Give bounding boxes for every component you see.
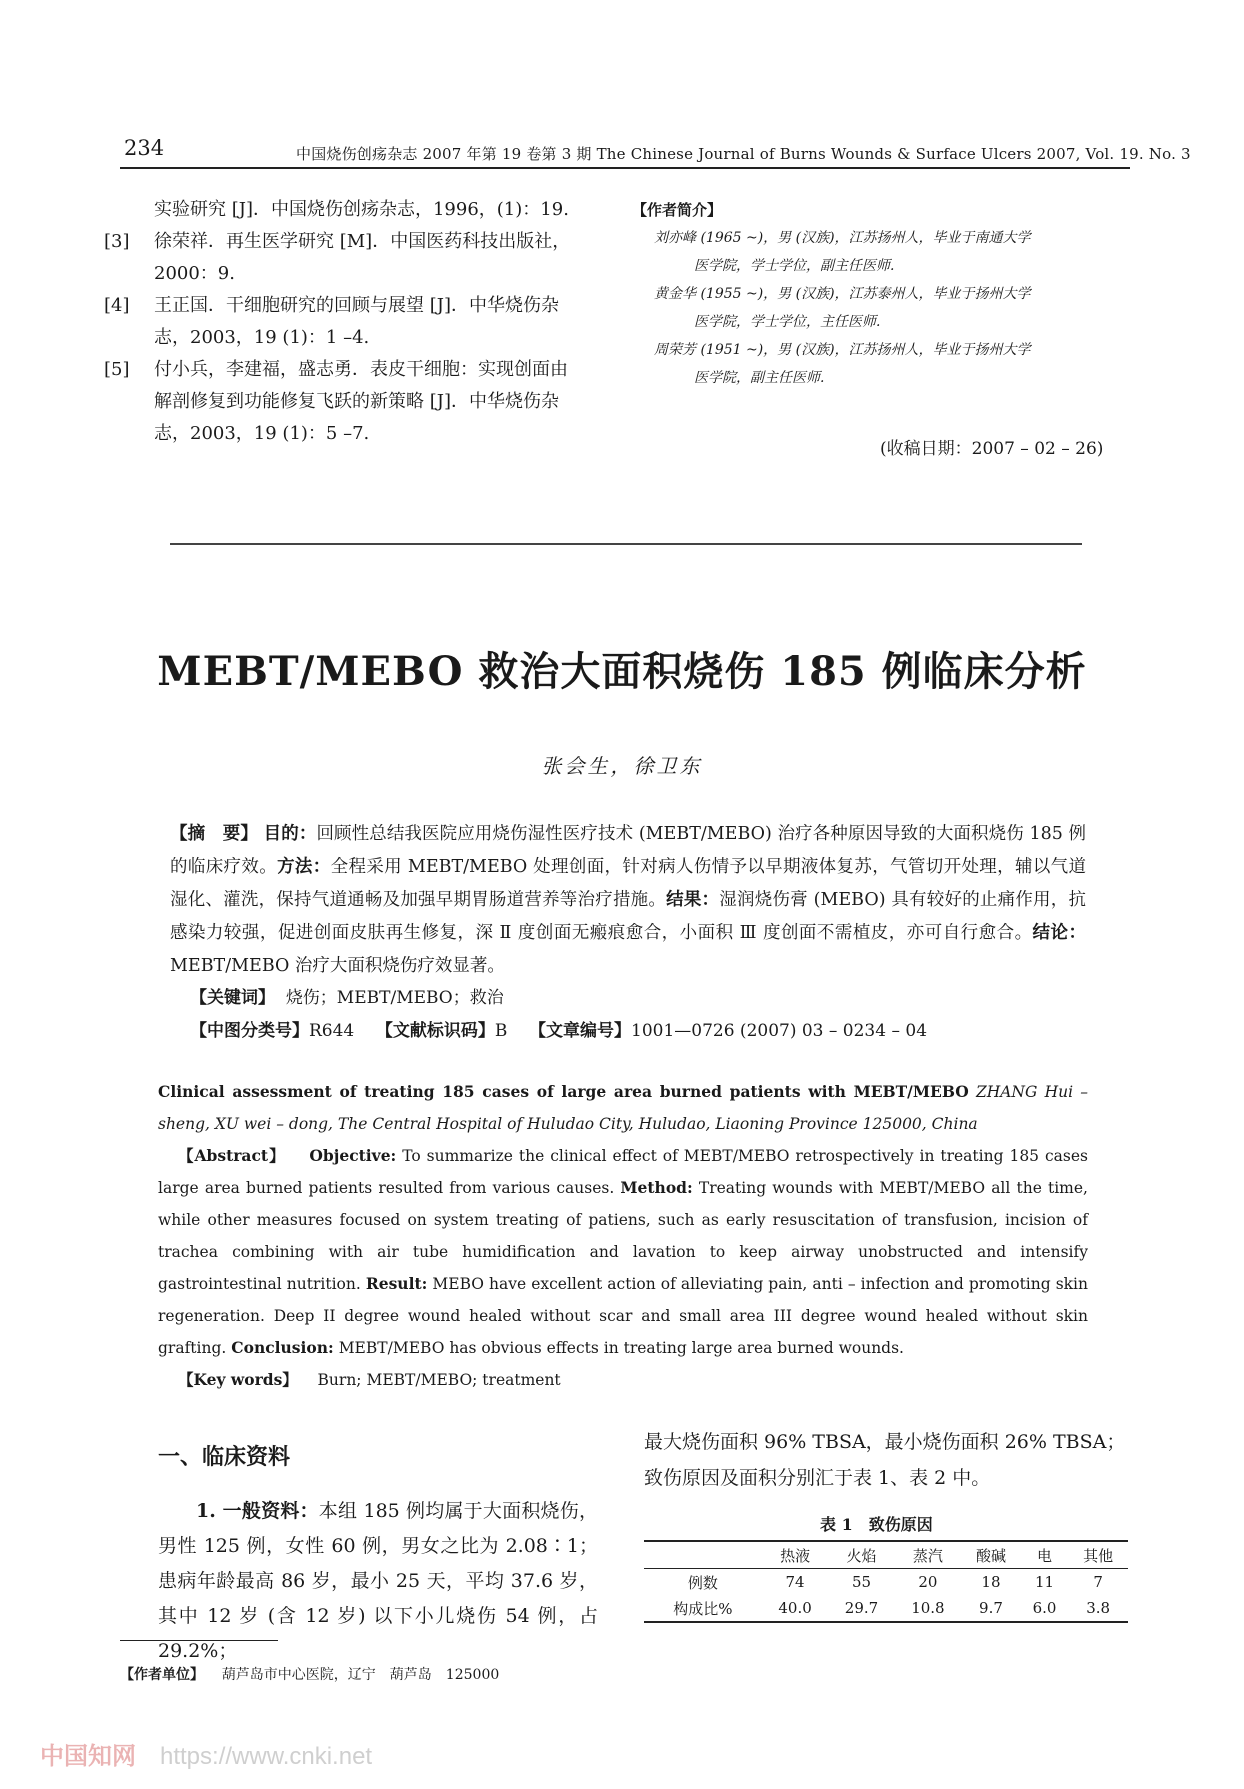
bio-line: 医学院，学士学位，副主任医师. [694, 258, 895, 274]
article-id-value: 1001—0726 (2007) 03 – 0234 – 04 [631, 1021, 928, 1041]
reference-text: 付小兵，李建福，盛志勇．表皮干细胞：实现创面由 [154, 359, 568, 380]
table-header-cell: 热液 [780, 1546, 811, 1565]
reference-continuation: 实验研究 [J]．中国烧伤创疡杂志，1996，(1)：19. [154, 199, 569, 220]
bios-heading: 【作者简介】 [632, 201, 723, 219]
bio-line: 医学院，学士学位，主任医师. [694, 314, 881, 330]
body-line: 致伤原因及面积分别汇于表 1、表 2 中。 [644, 1467, 991, 1489]
keywords-label: 【Key words】 [178, 1370, 298, 1389]
keywords-cn [190, 983, 504, 1008]
author-affiliation-footnote [120, 1664, 499, 1684]
doc-code-value: B [494, 1021, 508, 1041]
body-continuation [644, 1424, 1134, 1496]
table-caption: 表 1 致伤原因 [820, 1515, 933, 1534]
references [104, 194, 604, 450]
english-title: Clinical assessment of treating 185 cases of large area burned patients with MEBT/MEBO [158, 1082, 969, 1101]
classification-line [190, 1016, 927, 1041]
table-header-cell: 蒸汽 [912, 1546, 943, 1565]
running-header: 中国烧伤创疡杂志 2007 年第 19 卷第 3 期 The Chinese Journal of Burns Wounds & Surface Ulcers 2007, Vol. 19. No. 3 [296, 145, 1191, 163]
method-text: 全程采用 MEBT/MEBO 处理创面，针对病人伤情予以早期液体复苏，气管切开处理，辅以气道湿化、灌洗，保持气道通畅及加强早期胃肠道营养等治疗措施。 [170, 857, 1087, 910]
method-text: Treating wounds with MEBT/MEBO all the time, while other measures focused on system treating of patiens, such as early resuscitation of transfusion, incision of trachea combining with air tube humidification and lavation to keep airway unobstructed and intensify gastrointestinal nutrition. [158, 1179, 1088, 1293]
objective-text: 回顾性总结我医院应用烧伤湿性医疗技术 (MEBT/MEBO) 治疗各种原因导致的大面积烧伤 185 例的临床疗效。 [170, 824, 1087, 877]
footnote-label: 【作者单位】 [120, 1667, 204, 1683]
objective-text: To summarize the clinical effect of MEBT/MEBO retrospectively in treating 185 cases large area burned patients resulted from various causes. [158, 1147, 1088, 1197]
table-cell: 20 [918, 1573, 938, 1591]
keywords-label: 【关键词】 [190, 988, 275, 1008]
reference-number: [3] [104, 231, 130, 252]
reference-text: 2000：9. [154, 263, 235, 284]
table-cell: 29.7 [844, 1599, 879, 1617]
objective-label: 目的： [263, 824, 317, 844]
bio-line: 黄金华 (1955 ~)，男 (汉族)，江苏泰州人，毕业于扬州大学 [654, 286, 1031, 302]
bio-line: 周荣芳 (1951 ~)，男 (汉族)，江苏扬州人，毕业于扬州大学 [654, 342, 1031, 358]
author-bio [636, 224, 1136, 280]
reference-text: 王正国．干细胞研究的回顾与展望 [J]．中华烧伤杂 [154, 295, 559, 316]
paragraph-text: 本组 185 例均属于大面积烧伤，男性 125 例，女性 60 例，男女之比为 2.08∶1；患病年龄最高 86 岁，最小 25 天，平均 37.6 岁，其中 12 岁 (含 12 岁) 以下小儿烧伤 54 例，占 29.2%； [158, 1500, 598, 1662]
keywords-text: Burn; MEBT/MEBO; treatment [317, 1371, 561, 1389]
table-cell: 例数 [687, 1573, 718, 1592]
reference-5 [104, 354, 604, 386]
header-rule [120, 167, 1130, 169]
method-label: Method: [620, 1178, 693, 1197]
page-number: 234 [124, 136, 165, 160]
conclusion-text: MEBT/MEBO 治疗大面积烧伤疗效显著。 [170, 956, 505, 976]
english-heading [158, 1076, 1088, 1140]
table-header-row [644, 1541, 1128, 1569]
body-paragraph [158, 1494, 598, 1669]
body-line: 最大烧伤面积 96% TBSA，最小烧伤面积 26% TBSA； [644, 1431, 1126, 1453]
table-cell: 9.7 [979, 1599, 1003, 1617]
clc-label: 【中图分类号】 [190, 1021, 309, 1041]
author-bio [636, 280, 1136, 336]
table-cell: 55 [851, 1573, 872, 1591]
table-cell: 18 [981, 1573, 1001, 1591]
reference-4 [104, 290, 604, 322]
abstract-label: 【Abstract】 [178, 1146, 286, 1165]
reference-text: 志，2003，19 (1)：5 –7. [154, 423, 370, 444]
footnote-rule [120, 1640, 278, 1641]
english-abstract-body [158, 1140, 1088, 1364]
doc-code-label: 【文献标识码】 [375, 1021, 495, 1041]
article-title: MEBT/MEBO 救治大面积烧伤 185 例临床分析 [157, 648, 1087, 695]
table-cell: 7 [1093, 1573, 1103, 1591]
table-cell: 74 [785, 1573, 805, 1591]
result-text: MEBO have excellent action of alleviating pain, anti – infection and promoting skin regeneration. Deep II degree wound healed without scar and small area III degree wound healed without skin grafting. [158, 1275, 1088, 1357]
table-cell: 构成比% [673, 1599, 733, 1618]
bio-line: 医学院，副主任医师. [694, 370, 825, 386]
result-label: Result: [365, 1274, 428, 1293]
table-header-cell [644, 1541, 762, 1569]
objective-label: Objective: [309, 1146, 397, 1165]
cnki-watermark [40, 1736, 372, 1771]
table-cell: 10.8 [911, 1599, 945, 1617]
bio-line: 刘亦峰 (1965 ~)，男 (汉族)，江苏扬州人，毕业于南通大学 [654, 230, 1031, 246]
article-separator [170, 543, 1082, 545]
table-header-cell: 电 [1037, 1546, 1053, 1565]
english-keywords [158, 1364, 1088, 1396]
method-label: 方法： [277, 857, 331, 877]
article-authors: 张会生，徐卫东 [541, 754, 703, 778]
abstract-en [158, 1076, 1088, 1396]
watermark-url: https://www.cnki.net [160, 1743, 373, 1770]
reference-3 [104, 226, 604, 258]
reference-text: 志，2003，19 (1)：1 –4. [154, 327, 370, 348]
reference-text: 解剖修复到功能修复飞跃的新策略 [J]．中华烧伤杂 [154, 391, 559, 412]
section-heading: 一、临床资料 [158, 1444, 291, 1470]
result-text: 湿润烧伤膏 (MEBO) 具有较好的止痛作用，抗感染力较强，促进创面皮肤再生修复，深 Ⅱ 度创面无瘢痕愈合，小面积 Ⅲ 度创面不需植皮，亦可自行愈合。 [170, 890, 1086, 943]
reference-text: 徐荣祥．再生医学研究 [M]．中国医药科技出版社， [154, 231, 571, 252]
footnote-text: 葫芦岛市中心医院，辽宁 葫芦岛 125000 [221, 1667, 500, 1683]
table-cell: 40.0 [778, 1599, 812, 1617]
injury-cause-table [644, 1540, 1128, 1623]
conclusion-label: 结论： [1032, 923, 1086, 943]
received-date: (收稿日期：2007 – 02 – 26) [880, 439, 1104, 459]
reference-number: [5] [104, 359, 130, 380]
table-cell: 3.8 [1086, 1599, 1111, 1617]
table-cell: 11 [1034, 1573, 1055, 1591]
conclusion-text: MEBT/MEBO has obvious effects in treating large area burned wounds. [338, 1339, 904, 1357]
clc-value: R644 [309, 1021, 355, 1041]
author-bio [636, 336, 1136, 392]
english-authors-affiliation: ZHANG Hui – sheng, XU wei – dong, The Central Hospital of Huludao City, Huludao, Liaoning Province 125000, China [158, 1083, 1088, 1133]
watermark-brand: 中国知网 [40, 1743, 136, 1770]
conclusion-label: Conclusion: [231, 1338, 334, 1357]
reference-number: [4] [104, 295, 130, 316]
abstract-label: 【摘 要】 [170, 824, 258, 844]
keywords-text: 烧伤；MEBT/MEBO；救治 [285, 988, 504, 1008]
abstract-cn [170, 818, 1086, 983]
table-row [644, 1595, 1128, 1622]
article-id-label: 【文章编号】 [529, 1021, 631, 1041]
table-header-cell: 酸碱 [975, 1546, 1006, 1565]
author-bios [632, 196, 1136, 392]
table-row [644, 1569, 1128, 1596]
result-label: 结果： [666, 890, 720, 910]
table-header-cell: 火焰 [846, 1546, 877, 1565]
paragraph-label: 1. 一般资料： [196, 1500, 319, 1522]
table-cell: 6.0 [1032, 1599, 1057, 1617]
table-header-cell: 其他 [1083, 1546, 1114, 1565]
